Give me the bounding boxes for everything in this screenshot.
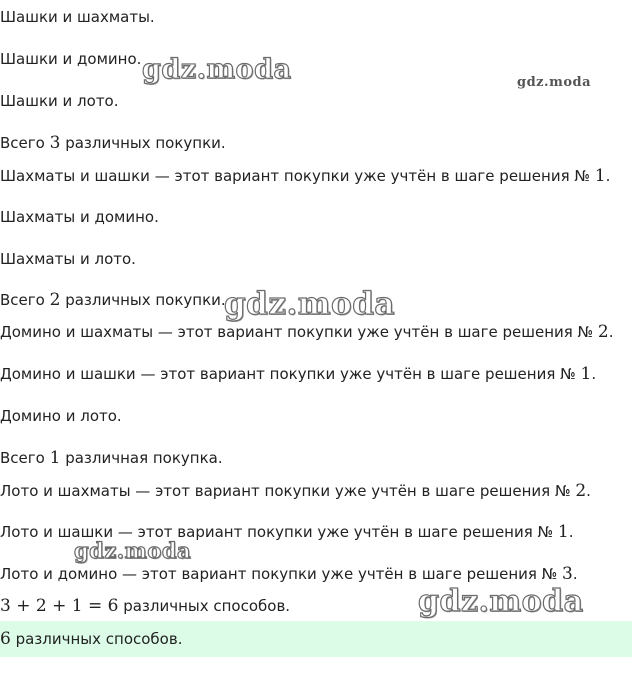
line-text-end: . bbox=[605, 167, 611, 185]
watermark: gdz.moda bbox=[224, 286, 395, 322]
solution-line bbox=[0, 133, 226, 153]
line-text-end: различных покупки. bbox=[60, 291, 226, 309]
solution-line bbox=[0, 481, 591, 501]
line-text: Всего bbox=[0, 291, 50, 309]
solution-line bbox=[0, 249, 136, 269]
line-text: Домино и шашки — этот вариант покупки уже учтён в шаге решения № bbox=[0, 365, 581, 383]
solution-line bbox=[0, 322, 614, 342]
watermark: gdz.moda bbox=[142, 54, 292, 85]
watermark: gdz.moda bbox=[74, 538, 192, 563]
line-text: Шахматы и шашки — этот вариант покупки уже учтён в шаге решения № bbox=[0, 167, 595, 185]
answer-text: различных способов. bbox=[10, 630, 183, 648]
solution-line bbox=[0, 564, 578, 584]
answer-number: 6 bbox=[0, 629, 11, 649]
solution-line bbox=[0, 406, 122, 426]
solution-line bbox=[0, 364, 596, 384]
line-text-end: . bbox=[608, 323, 614, 341]
solution-line bbox=[0, 290, 226, 310]
line-text: Лото и домино — этот вариант покупки уже учтён в шаге решения № bbox=[0, 565, 563, 583]
solution-line bbox=[0, 207, 159, 227]
watermark: gdz.moda bbox=[418, 584, 584, 619]
line-text-end: . bbox=[591, 365, 597, 383]
line-text: Лото и шашки — этот вариант покупки уже учтён в шаге решения № bbox=[0, 523, 558, 541]
line-text: Шашки и лото. bbox=[0, 92, 119, 110]
solution-line bbox=[0, 448, 223, 468]
line-text-end: . bbox=[572, 565, 578, 583]
line-text-end: . bbox=[568, 523, 574, 541]
line-text-end: . bbox=[586, 482, 591, 500]
line-text: Домино и шахматы — этот вариант покупки уже учтён в шаге решения № bbox=[0, 323, 598, 341]
line-text: Шашки и шахматы. bbox=[0, 8, 155, 26]
line-number: 1 bbox=[594, 166, 606, 186]
line-number: 2 bbox=[49, 290, 61, 310]
line-number: 1 bbox=[557, 522, 569, 542]
solution-line bbox=[0, 49, 141, 69]
solution-line bbox=[0, 596, 290, 616]
line-text: Шахматы и домино. bbox=[0, 208, 159, 226]
line-text-end: различных покупки. bbox=[60, 134, 226, 152]
line-text: Шашки и домино. bbox=[0, 50, 142, 68]
line-text: Шахматы и лото. bbox=[0, 250, 136, 268]
line-number: 1 bbox=[49, 448, 61, 468]
line-number: 1 bbox=[580, 364, 592, 384]
line-text: Домино и лото. bbox=[0, 407, 122, 425]
line-number: 3 + 2 + 1 = 6 bbox=[0, 596, 119, 616]
line-number: 2 bbox=[597, 322, 609, 342]
line-number: 3 bbox=[562, 564, 573, 584]
line-text: Всего bbox=[0, 449, 50, 467]
line-text-end: различная покупка. bbox=[60, 449, 223, 467]
solution-line bbox=[0, 166, 610, 186]
line-text-end: различных способов. bbox=[118, 597, 291, 615]
line-text: Всего bbox=[0, 134, 50, 152]
watermark: gdz.moda bbox=[517, 75, 592, 90]
solution-line bbox=[0, 91, 119, 111]
line-number: 3 bbox=[49, 133, 61, 153]
line-number: 2 bbox=[575, 481, 587, 501]
answer-line bbox=[0, 629, 182, 649]
line-text: Лото и шахматы — этот вариант покупки уже учтён в шаге решения № bbox=[0, 482, 576, 500]
solution-line bbox=[0, 7, 155, 27]
